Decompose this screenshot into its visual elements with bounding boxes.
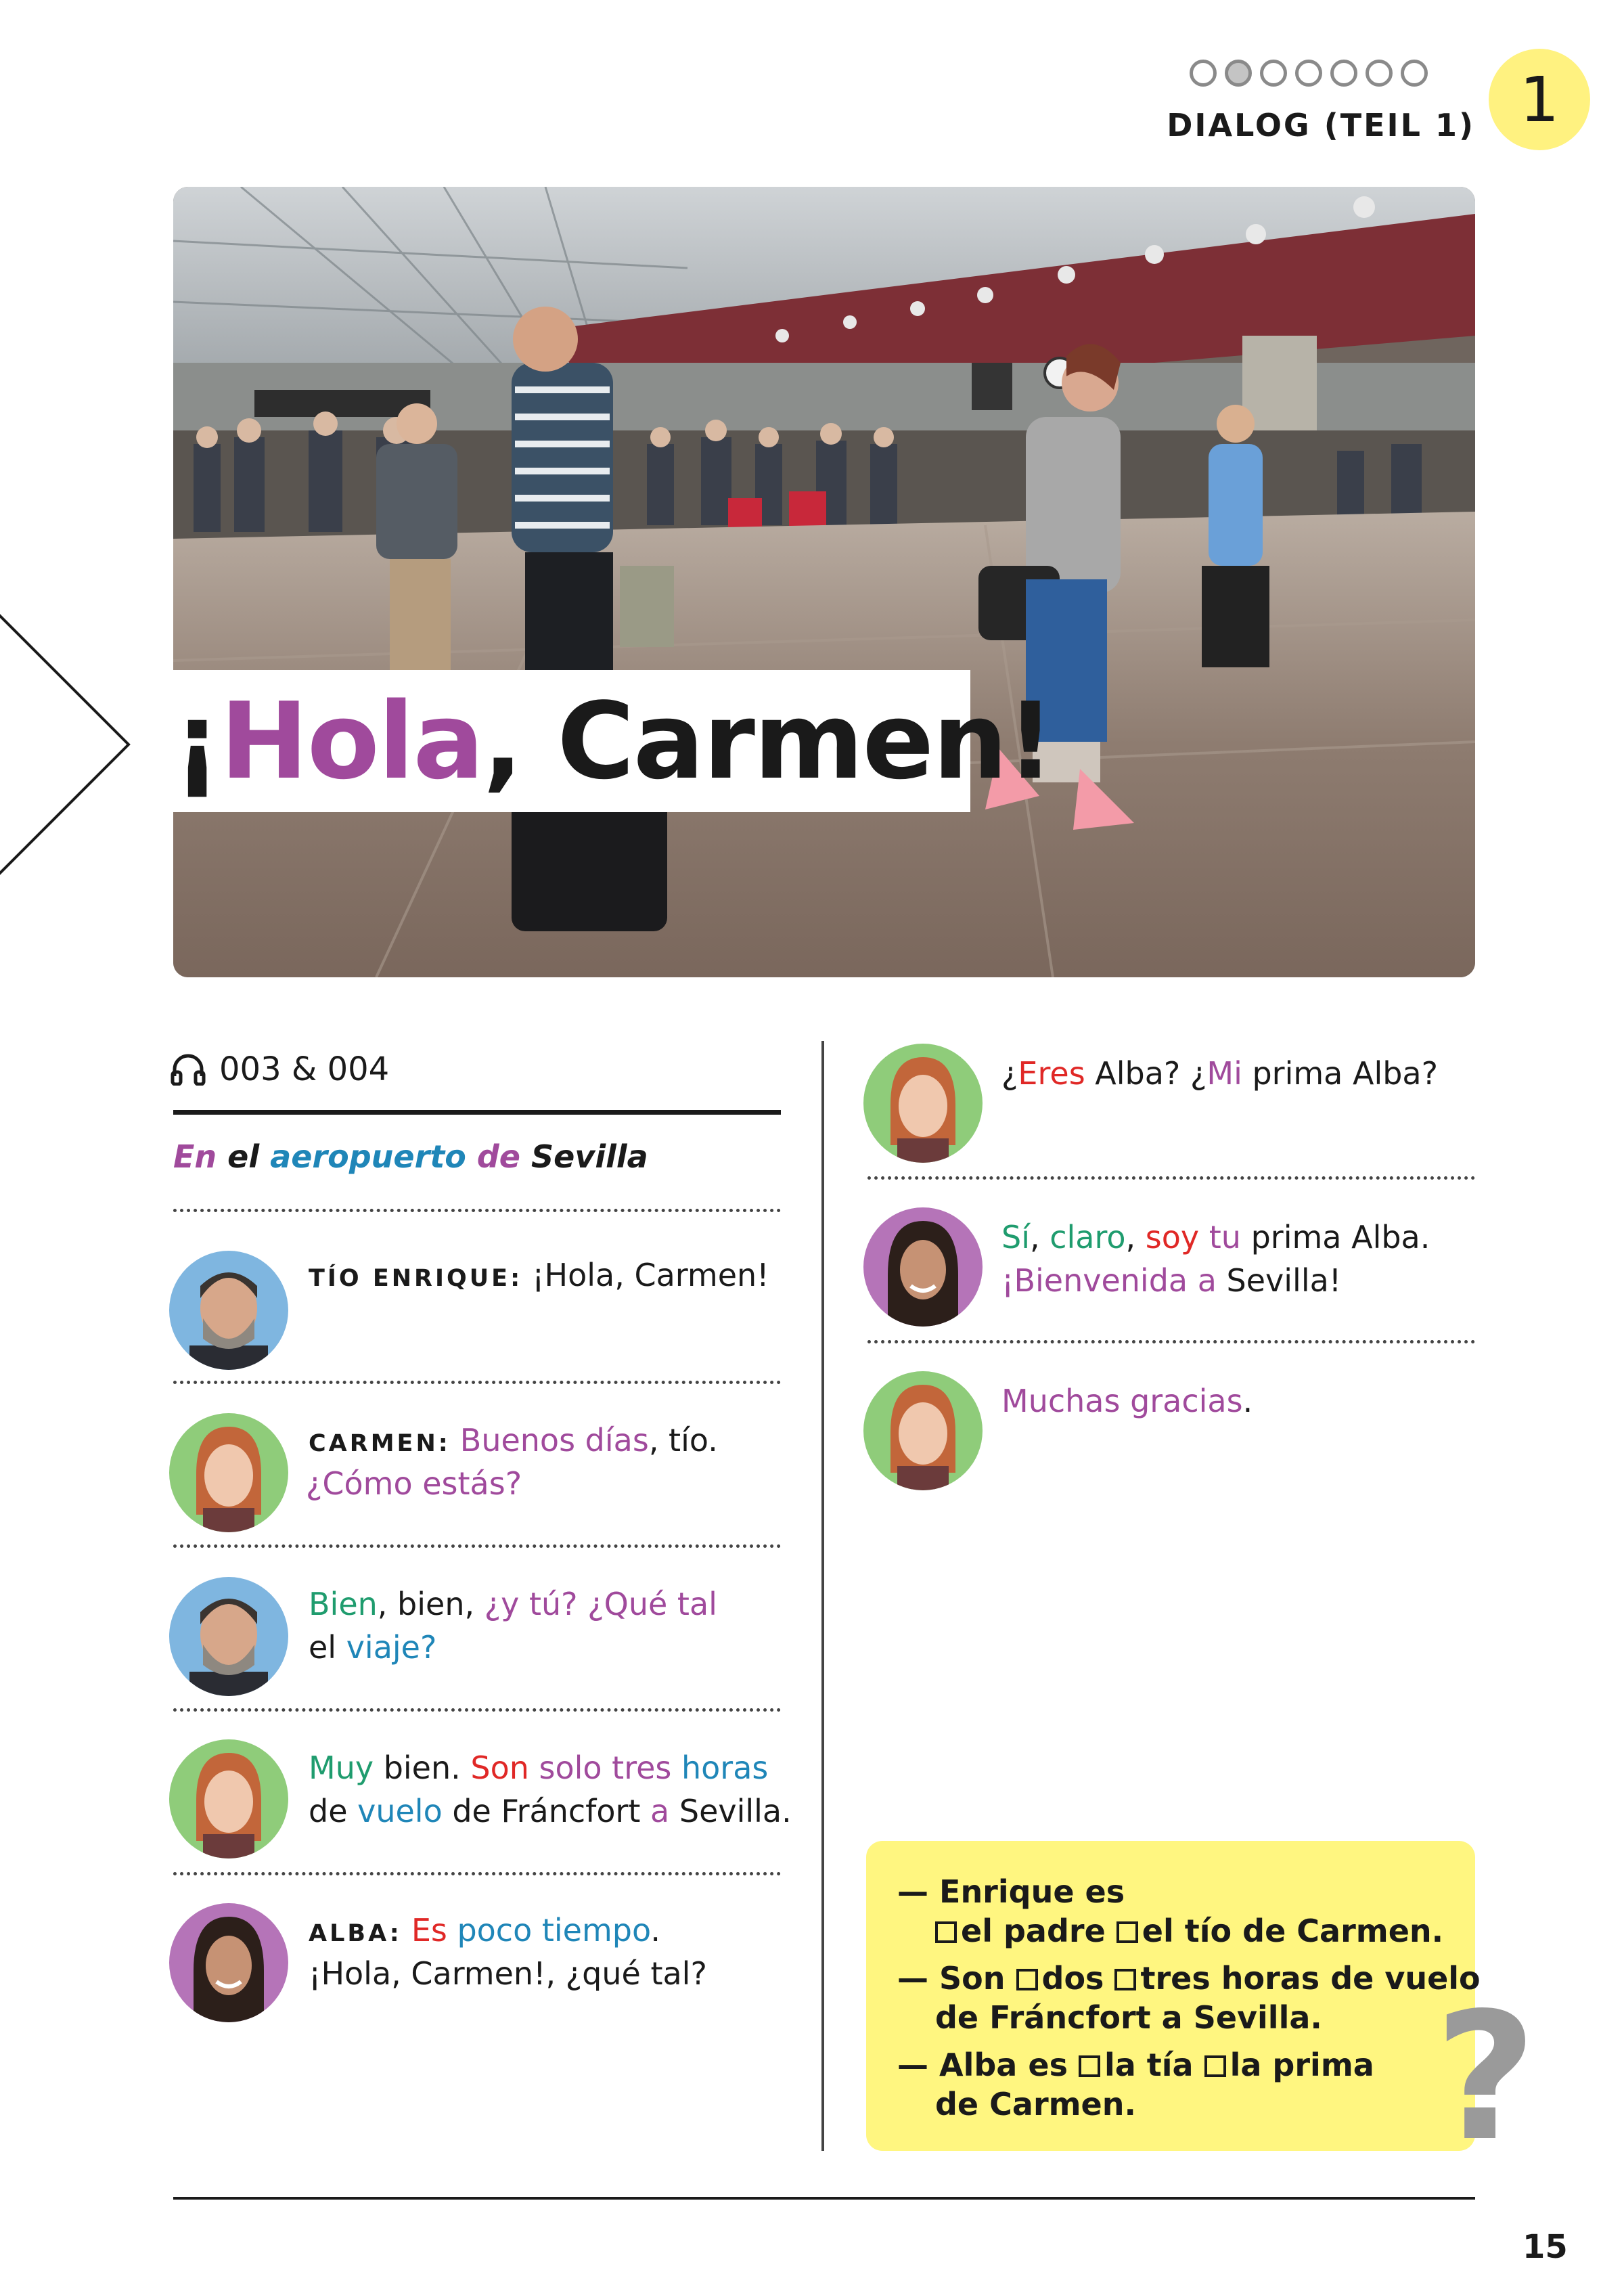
dialog-line-alba-1: [309, 1909, 660, 1955]
dialog-text: ¿Cómo estás?: [306, 1465, 522, 1502]
dialog-text: Alba? ¿: [1085, 1055, 1207, 1092]
dialog-text: .: [650, 1912, 660, 1949]
progress-dot: [1295, 60, 1322, 87]
unit-badge: [1489, 49, 1590, 150]
dialog-text: [529, 1750, 539, 1786]
dialog-text: ,: [1029, 1219, 1050, 1255]
avatar-alba: [169, 1903, 288, 2022]
dialog-text: Buenos días: [459, 1422, 649, 1459]
quiz-question-1-options: [935, 1911, 1443, 1951]
quiz-option: el tío de Carmen.: [1142, 1913, 1444, 1949]
audio-track-numbers: 003 & 004: [219, 1050, 390, 1088]
dialog-text: vuelo: [357, 1793, 443, 1829]
quiz-option: la tía: [1104, 2047, 1194, 2083]
title-part: ¡: [173, 680, 221, 803]
dialog-text: Muchas gracias: [1001, 1383, 1243, 1419]
speaker-label: TÍO ENRIQUE:: [309, 1265, 523, 1292]
checkbox[interactable]: [1016, 1969, 1038, 1990]
title-part: , Carmen!: [482, 680, 1054, 803]
dialog-text: ¡Bienvenida: [1001, 1262, 1188, 1299]
airport-illustration: [173, 187, 1475, 977]
avatar-alba-image: [169, 1903, 288, 2022]
avatar-enrique: [169, 1577, 288, 1696]
dialog-text: a: [1197, 1262, 1217, 1299]
dialog-line-carmen-3: [1001, 1052, 1438, 1095]
dialog-text: ¡Hola, Carmen!, ¿qué tal?: [309, 1955, 707, 1992]
dotted-divider: [173, 1209, 781, 1212]
quiz-question-2: [897, 1959, 1481, 1998]
dialog-text: Sí: [1001, 1219, 1030, 1255]
checkbox[interactable]: [1079, 2055, 1100, 2077]
dialog-line-alba-2b: [1001, 1259, 1341, 1302]
dialog-text: Son: [470, 1750, 529, 1786]
divider: [173, 1110, 781, 1115]
dialog-text: bien.: [374, 1750, 471, 1786]
headphones-icon: [171, 1053, 206, 1086]
avatar-carmen-image: [169, 1739, 288, 1858]
quiz-question-3-line2: [935, 2085, 1136, 2124]
dialog-line-enrique-1: [309, 1253, 769, 1300]
avatar-carmen: [863, 1044, 983, 1163]
dialog-text: .: [1242, 1383, 1253, 1419]
checkbox[interactable]: [1116, 1921, 1138, 1943]
progress-dot: [1260, 60, 1287, 87]
dialog-line-alba-2: [1001, 1216, 1430, 1259]
chevron-right-icon: [0, 596, 135, 893]
question-mark-icon: ?: [1435, 1976, 1537, 2180]
dotted-divider: [173, 1381, 781, 1384]
section-label: DIALOG (TEIL 1): [1167, 107, 1475, 143]
dialog-text: ,: [1125, 1219, 1146, 1255]
dialog-line-carmen-1b: [306, 1462, 522, 1505]
dialog-text: Bien: [309, 1586, 378, 1622]
dialog-text: ¿Qué tal: [587, 1586, 717, 1622]
progress-dot: [1401, 60, 1428, 87]
speaker-label: CARMEN:: [309, 1430, 451, 1457]
avatar-carmen: [169, 1413, 288, 1532]
dialog-text: ¿: [1001, 1055, 1018, 1092]
dialog-text: Es: [411, 1912, 447, 1949]
dialog-line-carmen-2: [309, 1746, 768, 1789]
avatar-alba: [863, 1207, 983, 1327]
speaker-label: ALBA:: [309, 1920, 402, 1947]
checkbox[interactable]: [1204, 2055, 1226, 2077]
quiz-option: el padre: [961, 1913, 1106, 1949]
quiz-text: de Carmen.: [935, 2086, 1136, 2122]
dialog-text: Mi: [1206, 1055, 1242, 1092]
dialog-text: [671, 1750, 681, 1786]
quiz-text: Son: [939, 1960, 1006, 1997]
dotted-divider: [173, 1708, 781, 1712]
dialog-text: [1199, 1219, 1209, 1255]
unit-number: 1: [1519, 63, 1560, 136]
dialog-text: ¿y tú?: [484, 1586, 578, 1622]
word: En: [173, 1138, 217, 1175]
avatar-enrique-image: [169, 1251, 288, 1370]
page-title: [173, 680, 1053, 803]
dotted-divider: [173, 1872, 781, 1875]
avatar-carmen: [863, 1371, 983, 1490]
dialog-text: Muy: [309, 1750, 374, 1786]
dialog-text: [1188, 1262, 1198, 1299]
avatar-alba-image: [863, 1207, 983, 1327]
dialog-text: Sevilla!: [1216, 1262, 1342, 1299]
dialog-text: solo tres: [539, 1750, 672, 1786]
dialog-line-carmen-1: [309, 1419, 718, 1465]
quiz-text: Alba es: [939, 2047, 1068, 2083]
word: de: [476, 1138, 521, 1175]
avatar-enrique-image: [169, 1577, 288, 1696]
dotted-divider: [867, 1176, 1475, 1180]
dialog-line-alba-1b: [309, 1952, 707, 1995]
avatar-carmen-image: [863, 1371, 983, 1490]
word: Sevilla: [520, 1138, 648, 1175]
dialog-line-carmen-2b: [309, 1789, 792, 1833]
dialog-text: [447, 1912, 457, 1949]
dialog-text: tu: [1209, 1219, 1241, 1255]
quiz-dash: —: [897, 1960, 928, 1997]
quiz-question-3: [897, 2045, 1374, 2085]
avatar-carmen-image: [863, 1044, 983, 1163]
dialog-text: de: [309, 1793, 358, 1829]
audio-track-row[interactable]: [171, 1050, 389, 1088]
dialog-text: [578, 1586, 588, 1622]
progress-dot: [1366, 60, 1393, 87]
quiz-option: tres horas de vuelo: [1140, 1960, 1481, 1997]
dialog-text: de Fráncfort: [442, 1793, 651, 1829]
dialog-text: horas: [681, 1750, 769, 1786]
dialog-text: , bien,: [377, 1586, 484, 1622]
footer-divider: [173, 2197, 1475, 2200]
dialog-line-carmen-4: [1001, 1379, 1253, 1423]
dialog-text: el: [309, 1629, 346, 1666]
avatar-enrique: [169, 1251, 288, 1370]
dotted-divider: [867, 1340, 1475, 1343]
title-banner: [173, 670, 1054, 812]
avatar-carmen-image: [169, 1413, 288, 1532]
quiz-dash: —: [897, 1873, 928, 1910]
progress-dots: [1190, 60, 1428, 87]
checkbox[interactable]: [935, 1921, 957, 1943]
dialog-line-enrique-2: [309, 1582, 717, 1626]
dialog-text: viaje?: [346, 1629, 437, 1666]
airport-photo: [173, 187, 1475, 977]
dialog-text: claro: [1050, 1219, 1126, 1255]
dialog-text: ¡Hola, Carmen!: [532, 1257, 769, 1293]
quiz-question-2-line2: [935, 1998, 1322, 2037]
word: el: [217, 1138, 271, 1175]
progress-dot-current: [1225, 60, 1252, 87]
scene-subtitle: [173, 1138, 648, 1175]
quiz-option: la prima: [1230, 2047, 1374, 2083]
dialog-text: prima Alba?: [1242, 1055, 1439, 1092]
word: [466, 1138, 477, 1175]
dialog-text: Eres: [1018, 1055, 1085, 1092]
dialog-text: poco tiempo: [457, 1912, 651, 1949]
dialog-text: Sevilla.: [669, 1793, 792, 1829]
checkbox[interactable]: [1114, 1969, 1136, 1990]
avatar-carmen: [169, 1739, 288, 1858]
dotted-divider: [173, 1544, 781, 1548]
dialog-text: a: [650, 1793, 670, 1829]
quiz-question-1: [897, 1872, 1125, 1911]
quiz-option: dos: [1041, 1960, 1104, 1997]
quiz-text: Enrique es: [939, 1873, 1125, 1910]
dialog-line-enrique-2b: [309, 1626, 436, 1669]
progress-dot: [1330, 60, 1357, 87]
quiz-text: de Fráncfort a Sevilla.: [935, 1999, 1322, 2036]
dialog-text: prima Alba.: [1240, 1219, 1430, 1255]
progress-dot: [1190, 60, 1217, 87]
word: aeropuerto: [270, 1138, 466, 1175]
page-number: 15: [1522, 2228, 1568, 2266]
dialog-text: , tío.: [648, 1422, 718, 1459]
quiz-dash: —: [897, 2047, 928, 2083]
column-divider: [821, 1041, 824, 2151]
title-part-highlight: Hola: [220, 680, 483, 803]
dialog-text: soy: [1145, 1219, 1200, 1255]
